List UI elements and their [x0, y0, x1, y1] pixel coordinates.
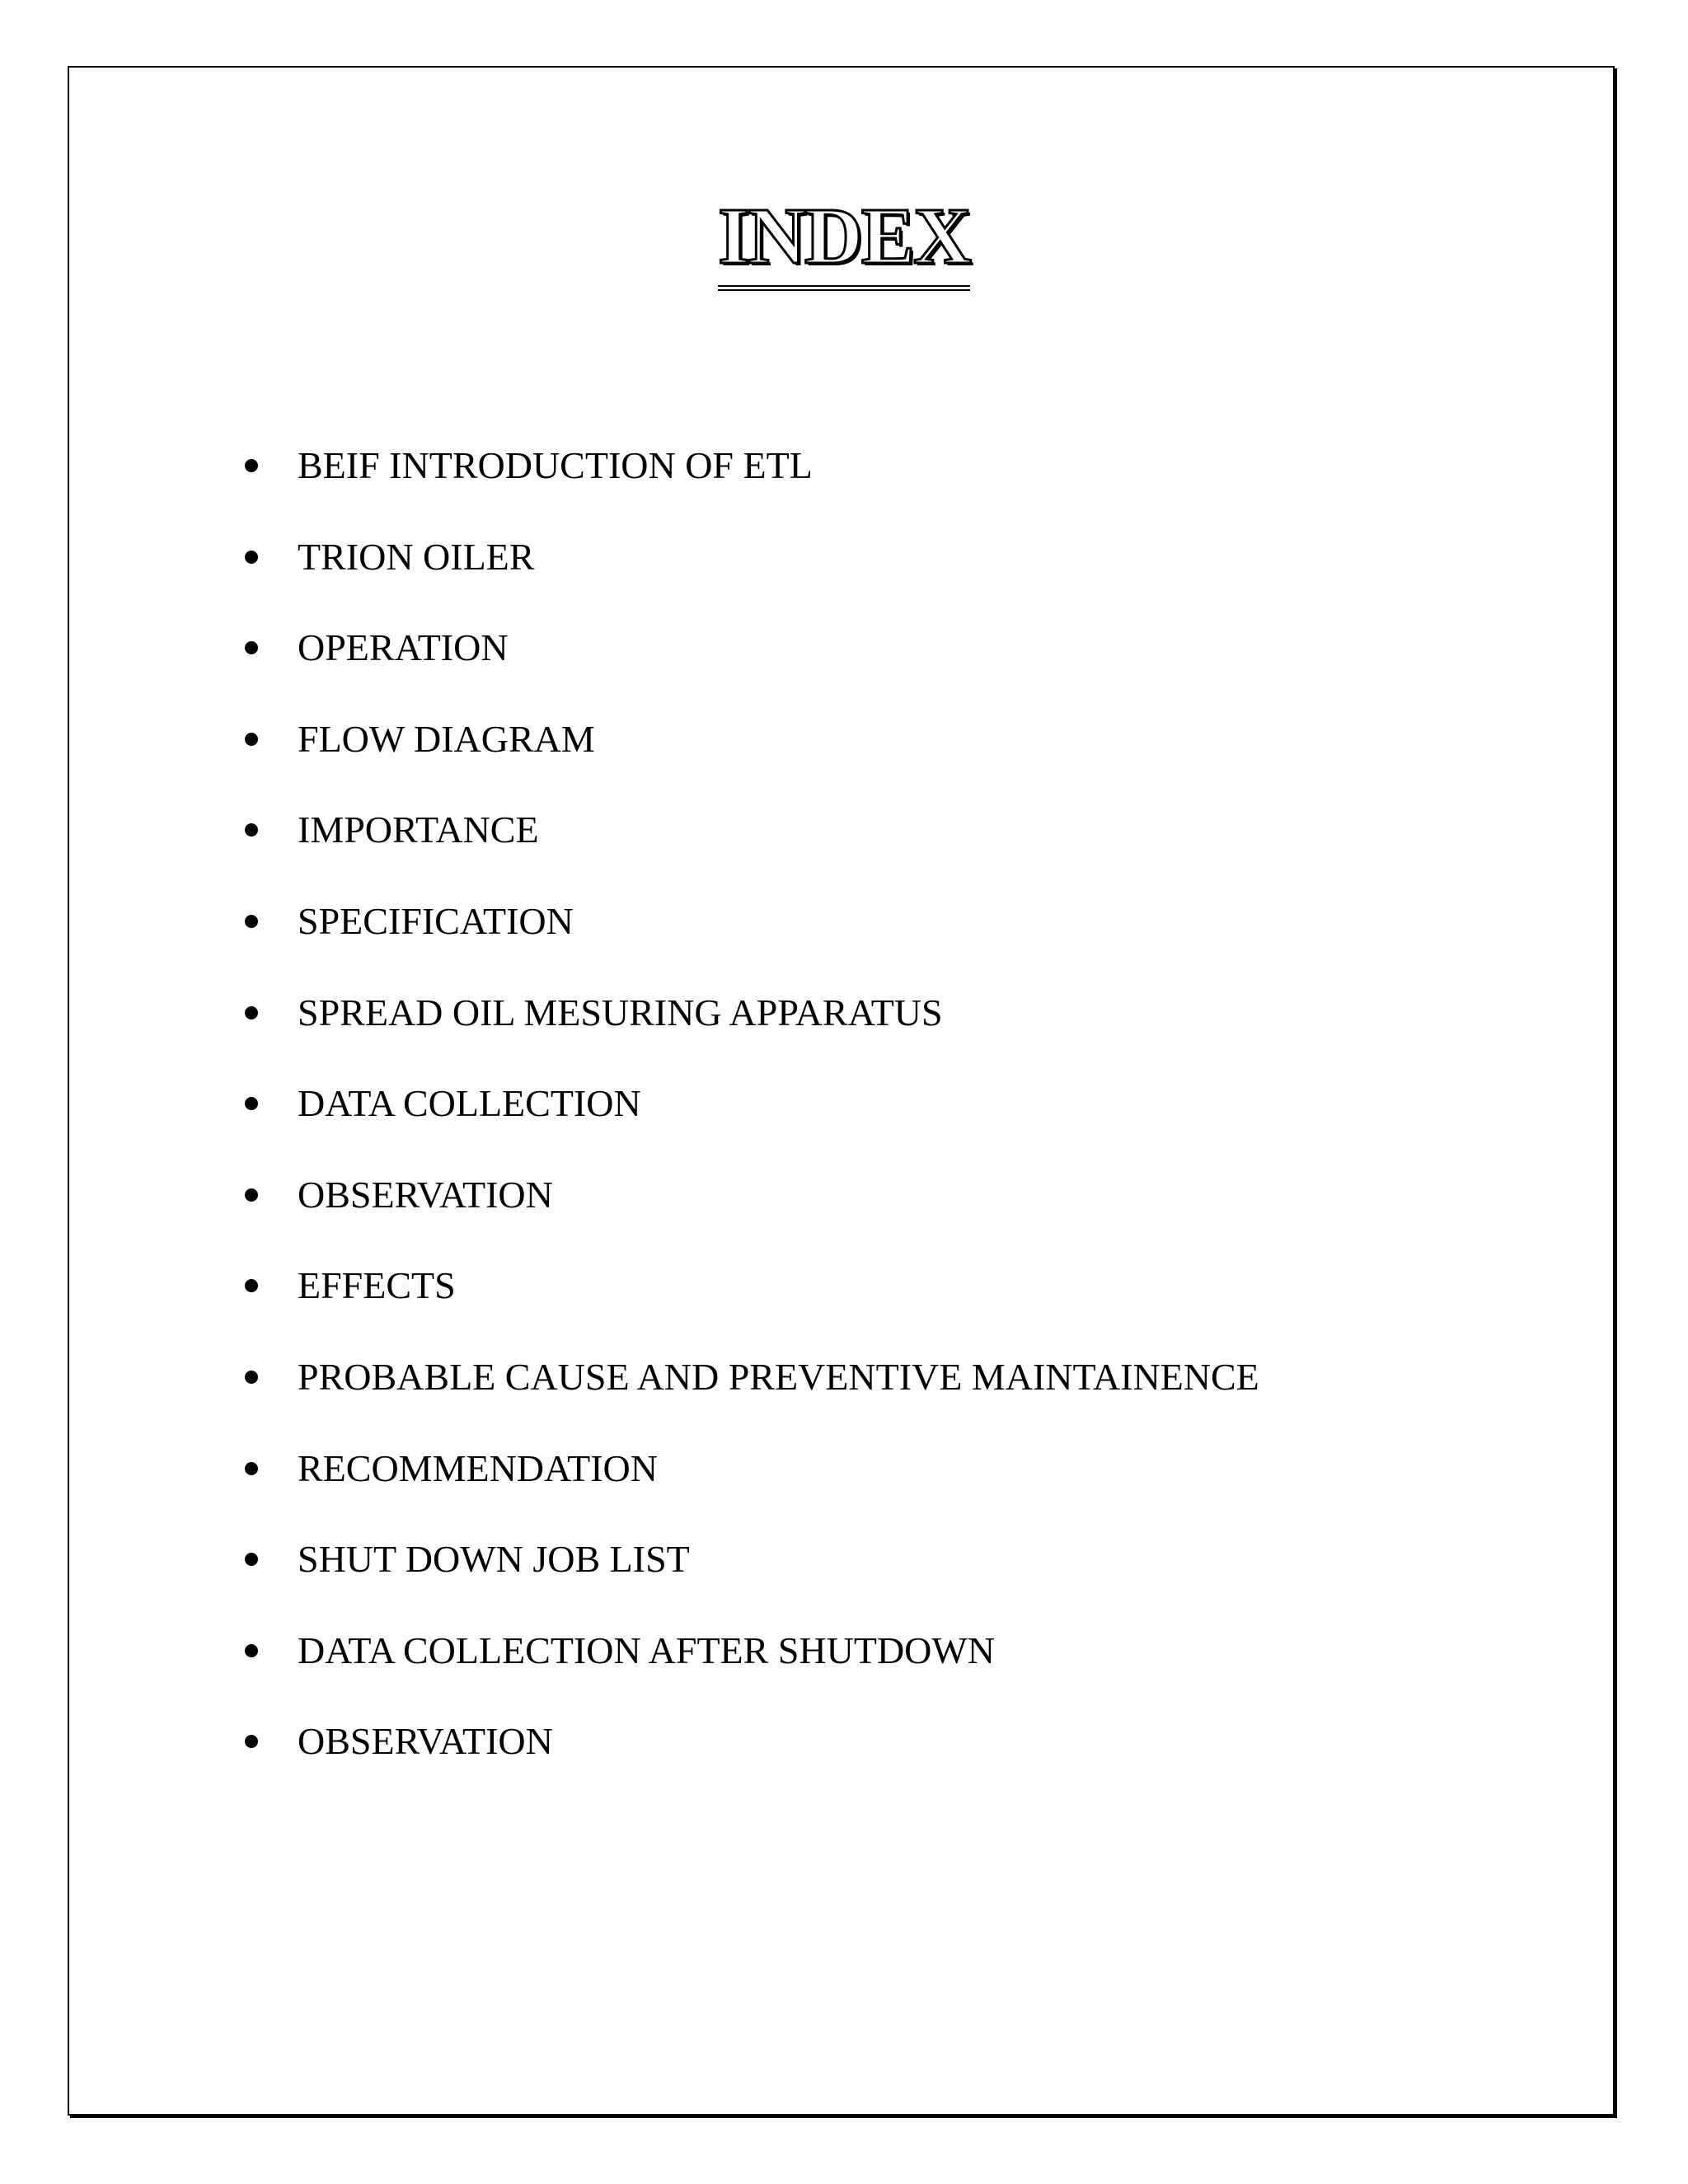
bullet-icon [245, 915, 258, 928]
index-item-label: BEIF INTRODUCTION OF ETL [298, 444, 813, 486]
index-item-label: TRION OILER [298, 535, 535, 578]
bullet-icon [245, 551, 258, 564]
index-item-label: OBSERVATION [298, 1720, 553, 1763]
page-title: INDEX [718, 196, 970, 291]
bullet-icon [245, 1553, 258, 1566]
bullet-icon [245, 1188, 258, 1202]
index-item-label: SPECIFICATION [298, 899, 574, 942]
bullet-icon [245, 1462, 258, 1475]
index-item-label: OBSERVATION [298, 1173, 553, 1216]
index-item-label: RECOMMENDATION [298, 1446, 658, 1489]
index-item-label: OPERATION [298, 626, 509, 669]
index-item-label: DATA COLLECTION AFTER SHUTDOWN [298, 1629, 996, 1671]
bullet-icon [245, 1644, 258, 1657]
title-container [0, 192, 1688, 291]
index-item-label: EFFECTS [298, 1264, 456, 1307]
index-item-label: SPREAD OIL MESURING APPARATUS [298, 991, 943, 1033]
index-item-label: FLOW DIAGRAM [298, 717, 595, 760]
index-item-label: DATA COLLECTION [298, 1082, 641, 1125]
bullet-icon [245, 733, 258, 746]
index-item-label: SHUT DOWN JOB LIST [298, 1538, 690, 1581]
bullet-icon [245, 1371, 258, 1384]
bullet-icon [245, 459, 258, 472]
index-item-label: IMPORTANCE [298, 808, 539, 851]
index-item-label: PROBABLE CAUSE AND PREVENTIVE MAINTAINENCE [298, 1355, 1259, 1398]
bullet-icon [245, 1006, 258, 1019]
